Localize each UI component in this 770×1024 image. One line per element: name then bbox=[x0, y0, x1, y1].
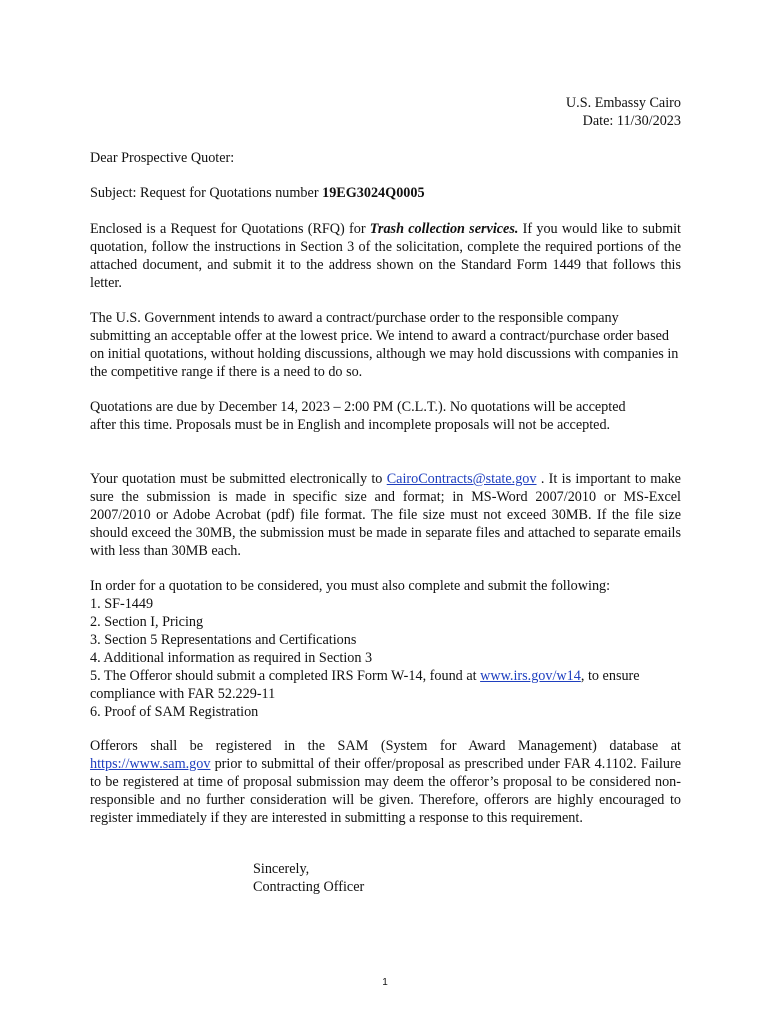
requirement-item-4: 4. Additional information as required in Section 3 bbox=[90, 650, 373, 666]
letter-header bbox=[566, 94, 681, 130]
header-date: Date: 11/30/2023 bbox=[582, 113, 681, 129]
irs-link[interactable]: www.irs.gov/w14 bbox=[480, 668, 581, 684]
subject-line bbox=[90, 184, 681, 202]
sam-text-2: prior to submittal of their offer/proposal as prescribed under FAR 4.1102. Failure to be registered at time of proposal submission may deem the offeror’s proposal to be considered non-responsible and no further consideration will be given. Therefore, offerors are highly encouraged to register immediately if they are interested in submitting a response to this requirement. bbox=[90, 756, 681, 826]
requirement-item-2: 2. Section I, Pricing bbox=[90, 614, 204, 630]
header-org: U.S. Embassy Cairo bbox=[565, 95, 681, 111]
sam-link[interactable]: https://www.sam.gov bbox=[90, 756, 211, 772]
requirement-item-6: 6. Proof of SAM Registration bbox=[90, 704, 259, 720]
requirements-intro: In order for a quotation to be considered, you must also complete and submit the following: bbox=[90, 578, 611, 594]
sam-text-1: Offerors shall be registered in the SAM (System for Award Management) database at bbox=[90, 738, 681, 754]
subject-prefix: Subject: Request for Quotations number bbox=[90, 185, 323, 201]
rfq-text-1: Enclosed is a Request for Quotations (RFQ) for bbox=[90, 221, 370, 237]
salutation: Dear Prospective Quoter: bbox=[90, 150, 235, 166]
rfq-number: 19EG3024Q0005 bbox=[322, 185, 425, 201]
requirement-item-3: 3. Section 5 Representations and Certifications bbox=[90, 632, 357, 648]
rfq-text-2: If you would like to submit quotation, follow the instructions in Section 3 of the solicitation, complete the required portions of the attached document, and submit it to the address shown on the Standard Form 1449 that follows this letter. bbox=[90, 221, 681, 291]
service-name: Trash collection services. bbox=[369, 221, 519, 237]
submission-text-2: . It is important to make sure the submission is made in specific size and format; in MS-Word 2007/2010 or MS-Excel 2007/2010 or Adobe Acrobat (pdf) file format. The file size must not exceed 30MB. If the file size should exceed the 30MB, the submission must be made in separate files and attached to separate emails with less than 30MB each. bbox=[90, 471, 681, 559]
closing: Sincerely, bbox=[253, 861, 310, 877]
email-link[interactable]: CairoContracts@state.gov bbox=[386, 471, 537, 487]
signature-block bbox=[253, 860, 364, 896]
rfq-paragraph bbox=[90, 220, 681, 292]
requirement-item-5-text-1: 5. The Offeror should submit a completed IRS Form W-14, found at bbox=[90, 668, 481, 684]
requirements-list bbox=[90, 577, 681, 721]
signer-title: Contracting Officer bbox=[253, 879, 365, 895]
award-paragraph: The U.S. Government intends to award a contract/purchase order to the responsible company submitting an acceptable offer at the lowest price. We intend to award a contract/purchase order based on initial quotations, without holding discussions, although we may hold discussions with companies in the competitive range if there is a need to do so. bbox=[90, 310, 679, 380]
submission-paragraph bbox=[90, 470, 681, 560]
page-number: 1 bbox=[382, 977, 388, 988]
submission-text-1: Your quotation must be submitted electronically to bbox=[90, 471, 387, 487]
requirement-item-5-text-2: , to ensure compliance with FAR 52.229-11 bbox=[90, 668, 640, 702]
requirement-item-5 bbox=[90, 667, 681, 703]
requirement-item-1: 1. SF-1449 bbox=[90, 596, 154, 612]
due-paragraph: Quotations are due by December 14, 2023 – 2:00 PM (C.L.T.). No quotations will be accepted after this time. Proposals must be in English and incomplete proposals will not be accepted. bbox=[90, 399, 626, 433]
sam-paragraph bbox=[90, 737, 681, 827]
